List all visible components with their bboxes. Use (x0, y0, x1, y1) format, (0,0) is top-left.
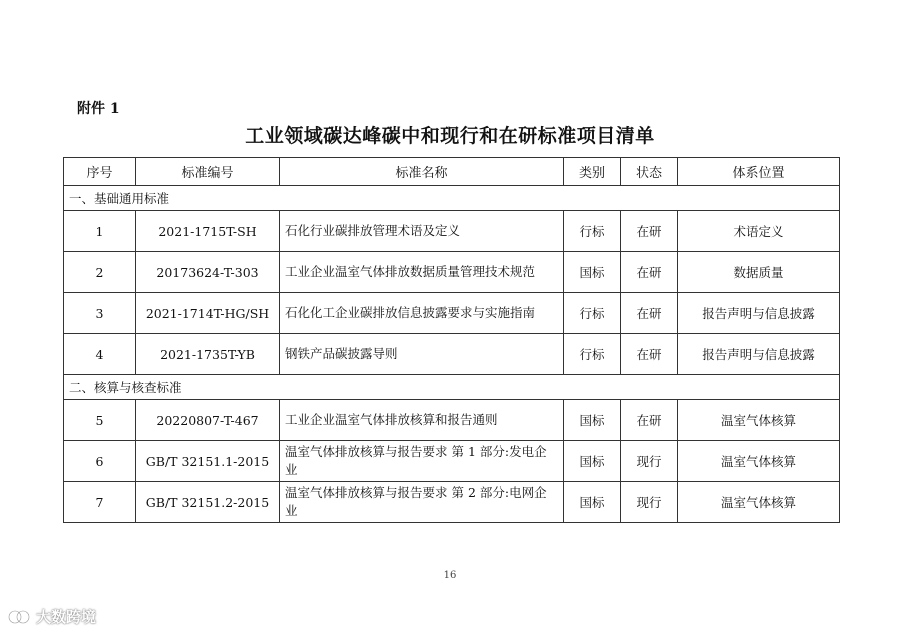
header-code: 标准编号 (136, 158, 280, 186)
cell-code: GB/T 32151.2-2015 (136, 482, 280, 523)
table-row (64, 441, 840, 482)
cell-code: 20220807-T-467 (136, 400, 280, 441)
cell-category: 国标 (564, 482, 621, 523)
header-position: 体系位置 (678, 158, 840, 186)
cell-name: 石化行业碳排放管理术语及定义 (280, 211, 564, 252)
cell-position: 温室气体核算 (678, 441, 840, 482)
cell-name: 石化化工企业碳排放信息披露要求与实施指南 (280, 293, 564, 334)
table-row (64, 334, 840, 375)
cell-status: 在研 (621, 293, 678, 334)
cell-category: 行标 (564, 293, 621, 334)
cell-code: GB/T 32151.1-2015 (136, 441, 280, 482)
document-title: 工业领域碳达峰碳中和现行和在研标准项目清单 (245, 125, 655, 147)
table-row (64, 252, 840, 293)
cell-code: 2021-1735T-YB (136, 334, 280, 375)
cell-no: 1 (64, 211, 136, 252)
cell-code: 20173624-T-303 (136, 252, 280, 293)
table-row (64, 293, 840, 334)
table-row (64, 400, 840, 441)
cell-status: 在研 (621, 400, 678, 441)
cell-position: 报告声明与信息披露 (678, 293, 840, 334)
cell-name: 温室气体排放核算与报告要求 第 1 部分:发电企业 (280, 441, 564, 482)
cell-no: 2 (64, 252, 136, 293)
cell-position: 数据质量 (678, 252, 840, 293)
cell-status: 现行 (621, 441, 678, 482)
section-label: 二、核算与核查标准 (64, 375, 840, 400)
cell-name: 工业企业温室气体排放核算和报告通则 (280, 400, 564, 441)
cell-name: 工业企业温室气体排放数据质量管理技术规范 (280, 252, 564, 293)
cell-position: 温室气体核算 (678, 400, 840, 441)
table-row (64, 482, 840, 523)
cell-position: 温室气体核算 (678, 482, 840, 523)
watermark-text: 大数跨境 (36, 608, 97, 626)
cell-no: 4 (64, 334, 136, 375)
cell-category: 行标 (564, 334, 621, 375)
page-number: 16 (443, 570, 457, 581)
cell-status: 在研 (621, 252, 678, 293)
watermark (8, 606, 96, 627)
attachment-label: 附件 1 (77, 101, 120, 117)
cell-no: 3 (64, 293, 136, 334)
cell-position: 报告声明与信息披露 (678, 334, 840, 375)
table-header-row (64, 158, 840, 186)
cell-position: 术语定义 (678, 211, 840, 252)
cell-category: 国标 (564, 400, 621, 441)
standards-table (63, 157, 840, 523)
section-row (64, 186, 840, 211)
cell-status: 现行 (621, 482, 678, 523)
table-row (64, 211, 840, 252)
section-label: 一、基础通用标准 (64, 186, 840, 211)
cell-status: 在研 (621, 211, 678, 252)
header-no: 序号 (64, 158, 136, 186)
cell-no: 5 (64, 400, 136, 441)
cell-category: 国标 (564, 441, 621, 482)
header-status: 状态 (621, 158, 678, 186)
cell-category: 国标 (564, 252, 621, 293)
cell-category: 行标 (564, 211, 621, 252)
cell-name: 温室气体排放核算与报告要求 第 2 部分:电网企业 (280, 482, 564, 523)
cell-code: 2021-1715T-SH (136, 211, 280, 252)
cell-no: 7 (64, 482, 136, 523)
cell-status: 在研 (621, 334, 678, 375)
section-row (64, 375, 840, 400)
cell-name: 钢铁产品碳披露导则 (280, 334, 564, 375)
header-category: 类别 (564, 158, 621, 186)
brand-logo-icon (8, 608, 30, 626)
cell-no: 6 (64, 441, 136, 482)
cell-code: 2021-1714T-HG/SH (136, 293, 280, 334)
header-name: 标准名称 (280, 158, 564, 186)
